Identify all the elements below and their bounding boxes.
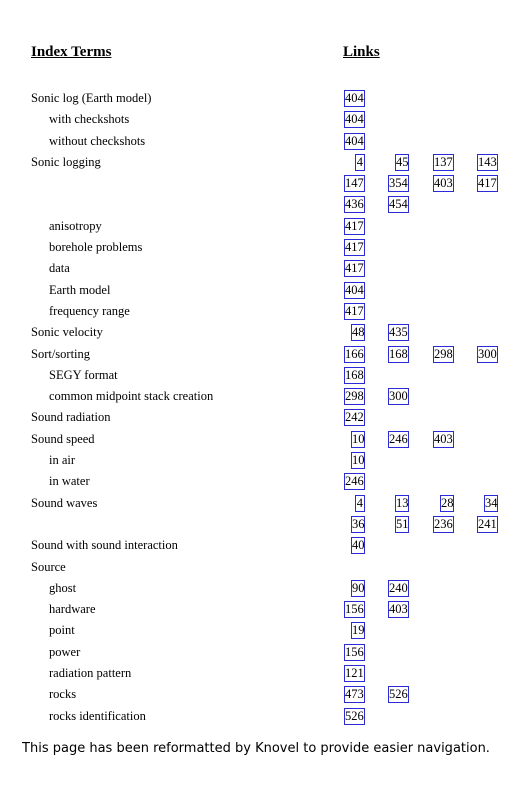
page-link[interactable]: 404	[345, 133, 364, 148]
page-link[interactable]: 417	[478, 176, 497, 191]
page-link[interactable]: 417	[345, 240, 364, 255]
index-row	[0, 386, 531, 407]
index-row	[0, 706, 531, 727]
index-row	[0, 535, 531, 556]
page-link[interactable]: 51	[396, 516, 409, 531]
page-link[interactable]: 404	[345, 112, 364, 127]
page-link[interactable]: 240	[389, 580, 408, 595]
page-link[interactable]: 403	[434, 431, 453, 446]
page-link[interactable]: 147	[345, 176, 364, 191]
page-link[interactable]: 19	[352, 623, 365, 638]
page-link[interactable]: 236	[434, 516, 453, 531]
page-link[interactable]: 121	[345, 666, 364, 681]
index-row	[0, 109, 531, 130]
index-row	[0, 152, 531, 173]
index-subterm: point	[49, 623, 75, 638]
index-term: Source	[31, 559, 66, 574]
index-row	[0, 407, 531, 428]
page-link[interactable]: 300	[389, 389, 408, 404]
page-link[interactable]: 45	[396, 154, 409, 169]
page-link[interactable]: 40	[352, 538, 365, 553]
index-row	[0, 237, 531, 258]
index-row	[0, 514, 531, 535]
index-row	[0, 173, 531, 194]
page-link[interactable]: 156	[345, 644, 364, 659]
index-row	[0, 88, 531, 109]
index-row	[0, 599, 531, 620]
page-link[interactable]: 404	[345, 282, 364, 297]
page-link[interactable]: 526	[345, 708, 364, 723]
page-link[interactable]: 298	[345, 389, 364, 404]
index-list	[0, 88, 531, 727]
index-subterm: radiation pattern	[49, 666, 132, 681]
index-row	[0, 620, 531, 641]
page-link[interactable]: 435	[389, 325, 408, 340]
index-row	[0, 301, 531, 322]
index-subterm: anisotropy	[49, 218, 102, 233]
index-row	[0, 131, 531, 152]
page-link[interactable]: 298	[434, 346, 453, 361]
index-subterm: in air	[49, 453, 76, 468]
page-link[interactable]: 404	[345, 91, 364, 105]
index-subterm: rocks identification	[49, 708, 146, 723]
page-link[interactable]: 156	[345, 602, 364, 617]
page-link[interactable]: 34	[485, 495, 498, 510]
index-row	[0, 344, 531, 365]
footer-note: This page has been reformatted by Knovel to provide easier navigation.	[22, 741, 490, 756]
page-link[interactable]: 166	[345, 346, 364, 361]
page-link[interactable]: 137	[434, 154, 453, 169]
links-header: Links	[343, 44, 380, 60]
page-link[interactable]: 28	[441, 495, 454, 510]
index-subterm: power	[49, 644, 81, 659]
index-subterm: without checkshots	[49, 133, 146, 148]
page-link[interactable]: 246	[389, 431, 408, 446]
page-link[interactable]: 417	[345, 261, 364, 276]
index-subterm: hardware	[49, 602, 96, 617]
index-subterm: common midpoint stack creation	[49, 389, 214, 404]
index-term: Sonic velocity	[31, 325, 103, 340]
index-term: Sound with sound interaction	[31, 538, 178, 553]
index-subterm: frequency range	[49, 303, 130, 318]
page-link[interactable]: 403	[434, 176, 453, 191]
index-subterm: data	[49, 261, 70, 276]
index-row	[0, 365, 531, 386]
page-link[interactable]: 13	[396, 495, 409, 510]
index-row	[0, 663, 531, 684]
index-row	[0, 684, 531, 705]
index-row	[0, 258, 531, 279]
index-row	[0, 471, 531, 492]
index-row	[0, 557, 531, 578]
index-term: Sound speed	[31, 431, 95, 446]
page-link[interactable]: 242	[345, 410, 364, 425]
page-link[interactable]: 300	[478, 346, 497, 361]
index-subterm: with checkshots	[49, 112, 130, 127]
index-row	[0, 280, 531, 301]
index-row	[0, 493, 531, 514]
index-subterm: ghost	[49, 580, 77, 595]
index-subterm: in water	[49, 474, 90, 489]
page-link[interactable]: 10	[352, 431, 365, 446]
page-link[interactable]: 403	[389, 602, 408, 617]
page-link[interactable]: 48	[352, 325, 365, 340]
index-subterm: Earth model	[49, 282, 111, 297]
index-row	[0, 216, 531, 237]
page-link[interactable]: 36	[352, 516, 365, 531]
page-link[interactable]: 417	[345, 303, 364, 318]
index-subterm: SEGY format	[49, 367, 118, 382]
page-link[interactable]: 4	[356, 495, 363, 510]
page-link[interactable]: 143	[478, 154, 497, 169]
page-link[interactable]: 241	[478, 516, 497, 531]
page-link[interactable]: 417	[345, 218, 364, 233]
index-row	[0, 578, 531, 599]
index-term: Sound waves	[31, 495, 98, 510]
page-link[interactable]: 473	[345, 687, 364, 702]
page-link[interactable]: 526	[389, 687, 408, 702]
index-term: Sound radiation	[31, 410, 111, 425]
index-terms-header: Index Terms	[31, 44, 112, 60]
page-link[interactable]: 168	[345, 367, 364, 382]
index-row	[0, 450, 531, 471]
index-subterm: borehole problems	[49, 240, 143, 255]
page-link[interactable]: 168	[389, 346, 408, 361]
index-row	[0, 322, 531, 343]
index-row	[0, 194, 531, 215]
page-link[interactable]: 90	[352, 580, 365, 595]
page-link[interactable]: 4	[356, 154, 363, 169]
index-term: Sort/sorting	[31, 346, 91, 361]
index-subterm: rocks	[49, 687, 77, 702]
page-link[interactable]: 454	[389, 197, 408, 212]
index-row	[0, 642, 531, 663]
index-term: Sonic logging	[31, 154, 101, 169]
index-row	[0, 429, 531, 450]
page-link[interactable]: 10	[352, 453, 365, 468]
page-link[interactable]: 436	[345, 197, 364, 212]
page-link[interactable]: 246	[345, 474, 364, 489]
index-term: Sonic log (Earth model)	[31, 91, 152, 105]
page-link[interactable]: 354	[389, 176, 408, 191]
